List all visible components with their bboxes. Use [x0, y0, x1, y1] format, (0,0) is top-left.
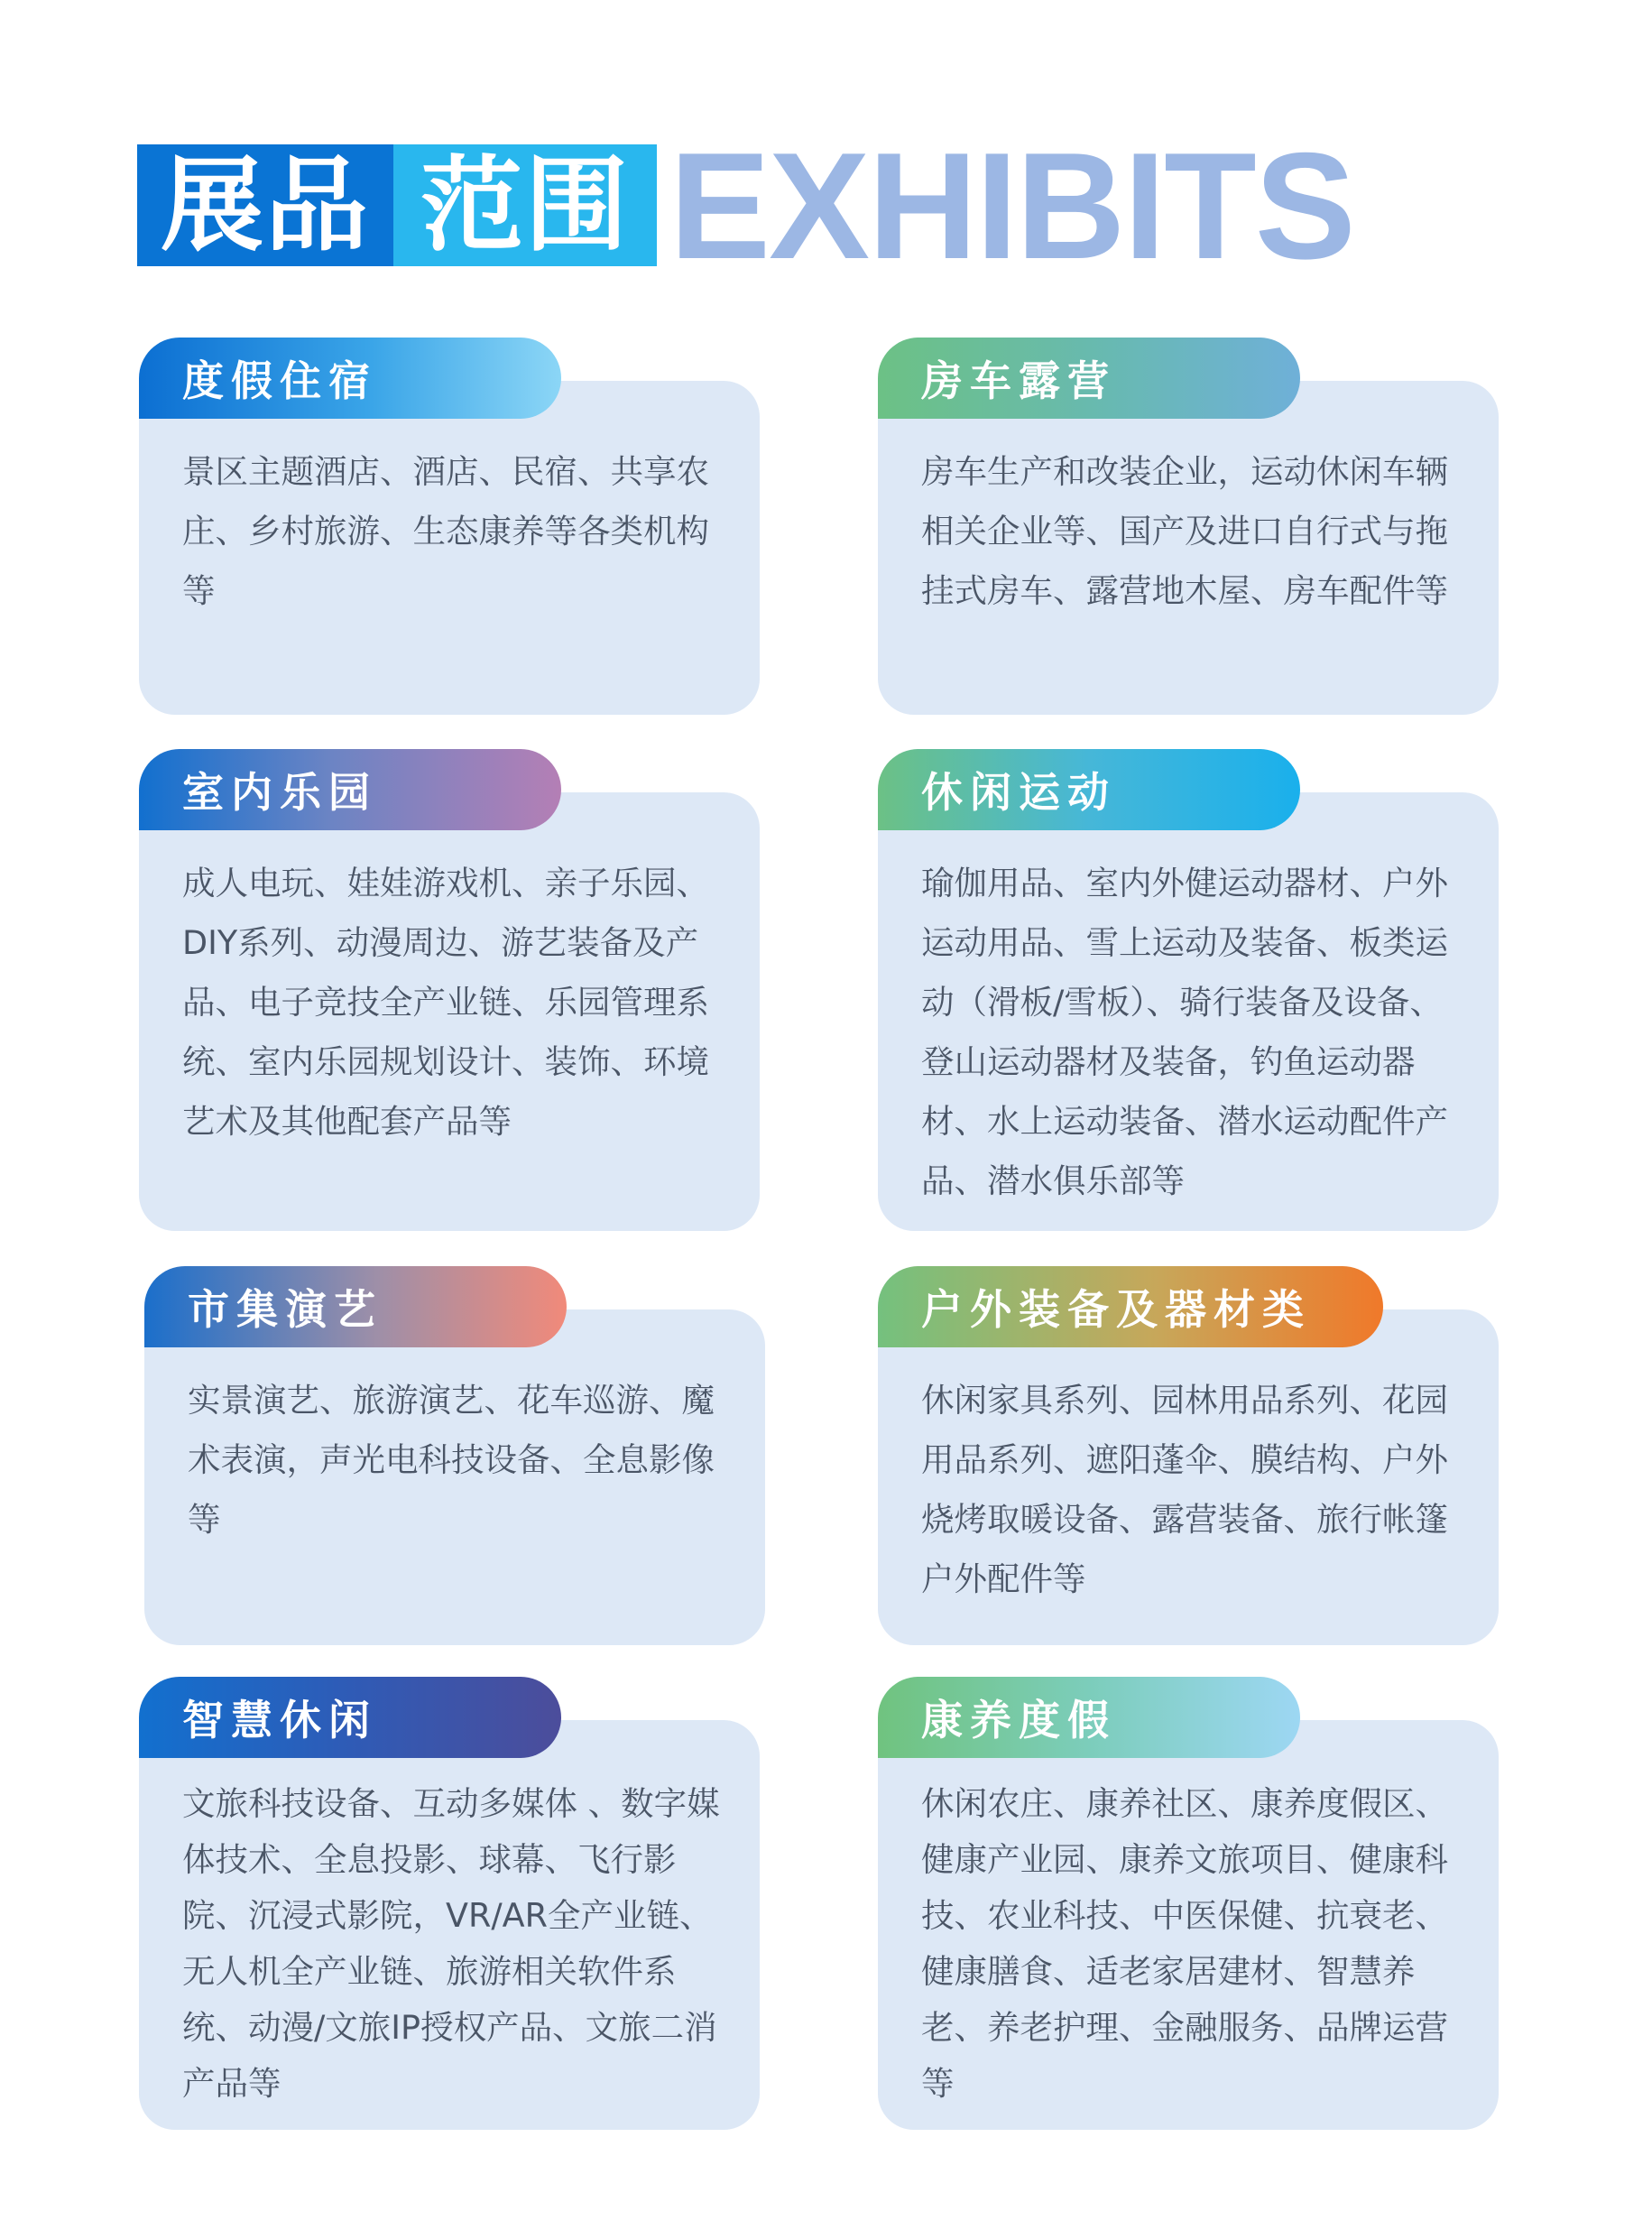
- card-description: 休闲家具系列、园林用品系列、花园用品系列、遮阳蓬伞、膜结构、户外烧烤取暖设备、露营装备、旅行帐篷户外配件等: [921, 1381, 1448, 1598]
- category-card-indoor-park: [139, 749, 760, 1231]
- card-title: 康养度假: [878, 1677, 1300, 1758]
- category-card-vacation-lodging: [139, 338, 760, 715]
- card-description: 景区主题酒店、酒店、民宿、共享农庄、乡村旅游、生态康养等各类机构等: [182, 452, 709, 610]
- category-card-outdoor-equipment: [878, 1266, 1499, 1645]
- card-title: 市集演艺: [144, 1266, 567, 1347]
- card-title: 智慧休闲: [139, 1677, 561, 1758]
- title-english: EXHIBITS: [669, 120, 1354, 291]
- card-title: 室内乐园: [139, 749, 561, 830]
- card-description: 瑜伽用品、室内外健运动器材、户外运动用品、雪上运动及装备、板类运动（滑板/雪板）、骑行装备及设备、登山运动器材及装备，钓鱼运动器材、水上运动装备、潜水运动配件产品、潜水俱乐部等: [921, 864, 1448, 1200]
- card-title: 房车露营: [878, 338, 1300, 419]
- category-card-smart-leisure: [139, 1677, 760, 2130]
- page-title: [137, 120, 1354, 291]
- card-description: 实景演艺、旅游演艺、花车巡游、魔术表演，声光电科技设备、全息影像等: [188, 1381, 715, 1539]
- category-card-health-vacation: [878, 1677, 1499, 2130]
- card-description: 成人电玩、娃娃游戏机、亲子乐园、DIY系列、动漫周边、游艺装备及产品、电子竞技全产业链、乐园管理系统、室内乐园规划设计、装饰、环境艺术及其他配套产品等: [182, 864, 709, 1141]
- card-description: 休闲农庄、康养社区、康养度假区、健康产业园、康养文旅项目、健康科技、农业科技、中医保健、抗衰老、健康膳食、适老家居建材、智慧养老、养老护理、金融服务、品牌运营等: [921, 1784, 1448, 2103]
- card-title: 休闲运动: [878, 749, 1300, 830]
- card-title: 度假住宿: [139, 338, 561, 419]
- category-card-market-performance: [144, 1266, 765, 1645]
- card-title: 户外装备及器材类: [878, 1266, 1383, 1347]
- title-part1: 展品: [137, 144, 393, 266]
- card-description: 文旅科技设备、互动多媒体 、数字媒体技术、全息投影、球幕、飞行影院、沉浸式影院，VR/AR全产业链、无人机全产业链、旅游相关软件系统、动漫/文旅IP授权产品、文旅二消产品等: [182, 1784, 720, 2103]
- category-card-rv-camping: [878, 338, 1499, 715]
- card-description: 房车生产和改装企业，运动休闲车辆相关企业等、国产及进口自行式与拖挂式房车、露营地木屋、房车配件等: [921, 452, 1448, 610]
- category-card-leisure-sports: [878, 749, 1499, 1231]
- title-part2: 范围: [393, 144, 657, 266]
